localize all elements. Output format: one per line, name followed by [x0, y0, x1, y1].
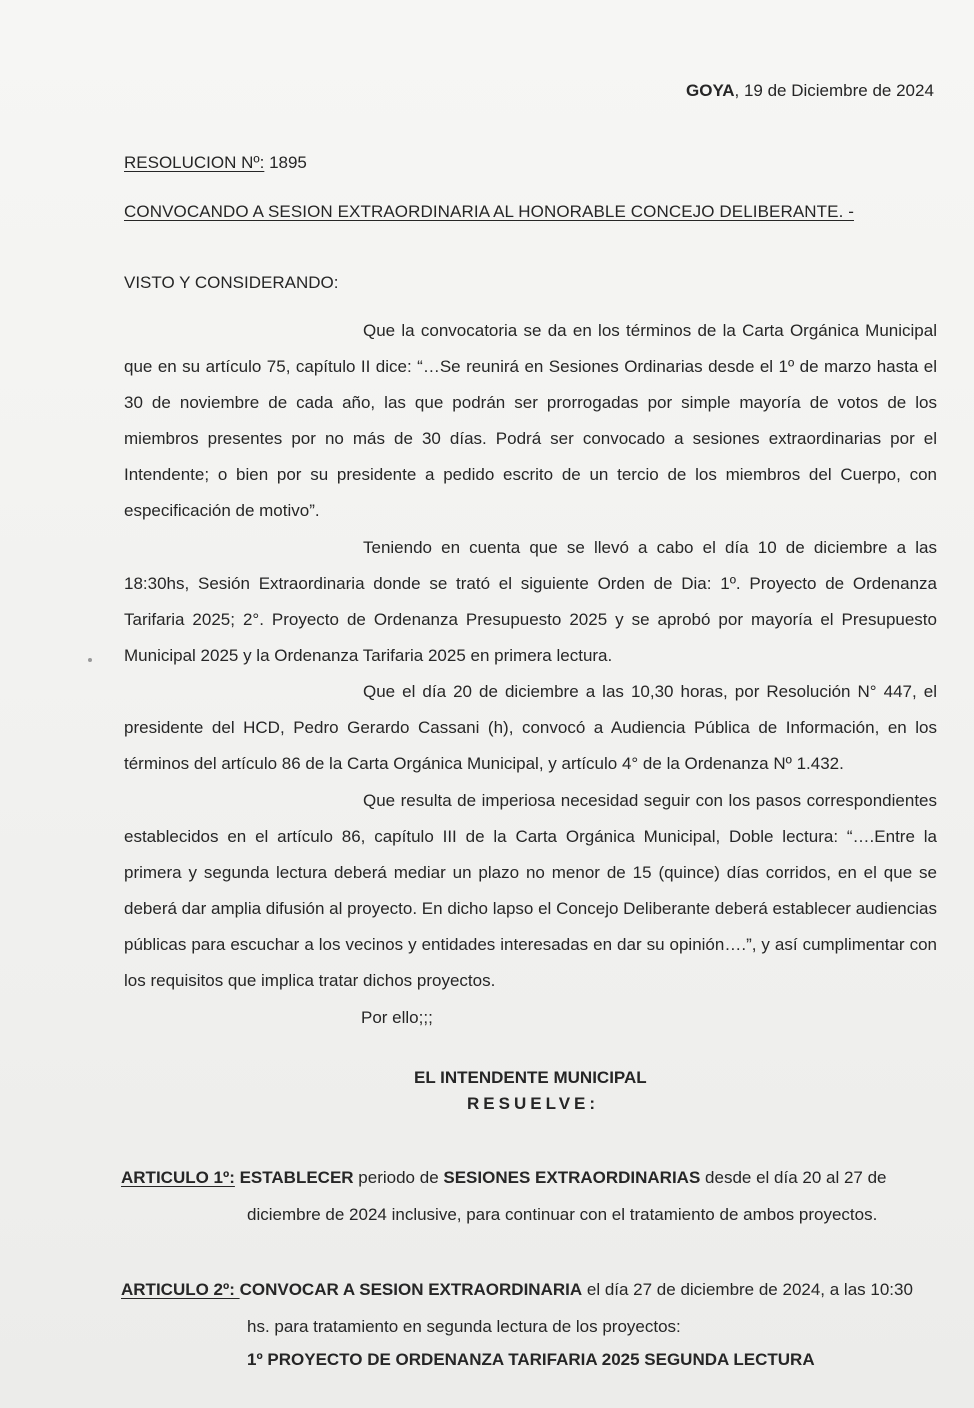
considerando-paragraph: Teniendo en cuenta que se llevó a cabo el día 10 de diciembre a las 18:30hs, Sesión Extraordinaria donde se trató el siguiente Orden de Dia: 1º. Proyecto de Ordenanza Tarifaria 2025; 2°. Proyecto de Ordenanza Presupuesto 2025 y se aprobó por mayoría el Presupuesto Municipal 2025 y la Ordenanza Tarifaria 2025 en primera lectura.	[124, 538, 937, 665]
authority-title: EL INTENDENTE MUNICIPAL	[414, 1068, 647, 1087]
project-item: 1º PROYECTO DE ORDENANZA TARIFARIA 2025 SEGUNDA LECTURA	[247, 1350, 815, 1369]
article-1-verb: ESTABLECER	[234, 1168, 354, 1187]
article-1-emphasis: SESIONES EXTRAORDINARIAS	[443, 1168, 701, 1187]
document-date	[686, 80, 934, 102]
article-1	[121, 1159, 941, 1233]
article-2-verb: CONVOCAR A SESION EXTRAORDINARIA	[239, 1280, 583, 1299]
article-1-text: periodo de	[353, 1168, 444, 1187]
resuelve-heading: RESUELVE:	[467, 1094, 600, 1113]
article-2-continuation: hs. para tratamiento en segunda lectura de los proyectos:	[247, 1317, 681, 1336]
considerando-paragraph: Que resulta de imperiosa necesidad seguir con los pasos correspondientes establecidos en el artículo 86, capítulo III de la Carta Orgánica Municipal, Doble lectura: “….Entre la primera y segunda lectura deberá mediar un plazo no menor de 15 (quince) días corridos, en el que se deberá dar amplia difusión al proyecto. En dicho lapso el Concejo Deliberante deberá establecer audiencias públicas para escuchar a los vecinos y entidades interesadas en dar su opinión….”, y así cumplimentar con los requisitos que implica tratar dichos proyectos.	[124, 791, 937, 990]
resolution-number	[124, 152, 307, 174]
article-1-first-line	[121, 1168, 887, 1187]
resolution-subject: CONVOCANDO A SESION EXTRAORDINARIA AL HONORABLE CONCEJO DELIBERANTE. -	[124, 202, 854, 221]
article-1-label: ARTICULO 1º:	[121, 1168, 235, 1187]
considerando-paragraph: Que el día 20 de diciembre a las 10,30 horas, por Resolución N° 447, el presidente del HCD, Pedro Gerardo Cassani (h), convocó a Audiencia Pública de Información, en los términos del artículo 86 de la Carta Orgánica Municipal, y artículo 4° de la Ordenanza Nº 1.432.	[124, 682, 937, 773]
visto-heading: VISTO Y CONSIDERANDO:	[124, 273, 339, 292]
article-2-label: ARTICULO 2º:	[121, 1280, 240, 1299]
article-2-first-line	[121, 1280, 913, 1299]
resolution-value: 1895	[264, 153, 307, 172]
city-name: GOYA	[686, 81, 735, 100]
article-2-text: el día 27 de diciembre de 2024, a las 10:30	[582, 1280, 913, 1299]
article-1-text-end: desde el día 20 al 27 de	[700, 1168, 887, 1187]
por-ello-text: Por ello;;;	[361, 1008, 433, 1027]
article-1-continuation: diciembre de 2024 inclusive, para continuar con el tratamiento de ambos proyectos.	[247, 1205, 878, 1224]
resolution-label: RESOLUCION Nº:	[124, 153, 265, 172]
article-2	[121, 1271, 941, 1345]
considerando-paragraph: Que la convocatoria se da en los términos de la Carta Orgánica Municipal que en su artículo 75, capítulo II dice: “…Se reunirá en Sesiones Ordinarias desde el 1º de marzo hasta el 30 de noviembre de cada año, las que podrán ser prorrogadas por simple mayoría de votos de los miembros presentes por no más de 30 días. Podrá ser convocado a sesiones extraordinarias por el Intendente; o bien por su presidente a pedido escrito de un tercio de los miembros del Cuerpo, con especificación de motivo”.	[124, 321, 937, 520]
paper-speck	[88, 658, 92, 662]
date-text: , 19 de Diciembre de 2024	[734, 81, 934, 100]
